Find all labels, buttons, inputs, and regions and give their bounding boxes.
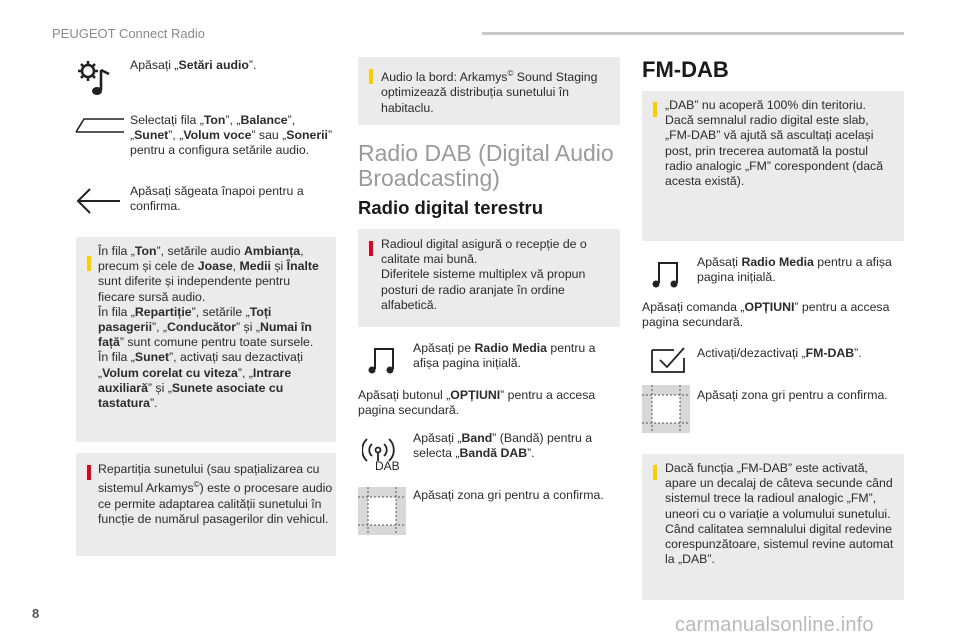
back-arrow-icon: [74, 186, 122, 216]
col2-step2: Apăsați „Band” (Bandă) pentru a selecta „Bandă DAB”.: [413, 431, 593, 461]
col1-step2: Selectați fila „Ton”, „Balance”, „Sunet”, „Volum voce” sau „Sonerii” pentru a configura setările audio.: [130, 113, 333, 158]
warning-marker: [87, 465, 91, 480]
page-number: 8: [32, 606, 40, 621]
col2-para1: Apăsați butonul „OPȚIUNI” pentru a accesa pagina secundară.: [358, 388, 596, 418]
music-note-icon: [366, 343, 400, 377]
subheading-digital-radio: Radio digital terestru: [358, 197, 544, 218]
section-heading-fm-dab: FM-DAB: [642, 57, 729, 82]
warning-marker: [369, 241, 373, 256]
info-marker: [653, 102, 657, 117]
col3-info1-text: „DAB” nu acoperă 100% din teritoriu. Dacă semnalul radio digital este slab, „FM-DAB” vă ajută să ascultați același post, prin trecerea automată la postul radio analogic „FM” corespondent (dacă acesta există).: [665, 98, 884, 189]
col2-step3: Apăsați zona gri pentru a confirma.: [413, 488, 604, 502]
music-note-icon: [650, 257, 684, 291]
info-marker: [87, 256, 91, 271]
col3-info2-text: Dacă funcția „FM-DAB” este activată, apare un decalaj de câteva secunde când sistemul trece la radioul analogic „FM”, uneori cu o variație a volumului sunetului. Când calitatea semnalului digital redevine corespunzătoare, sistemul revine automat la „DAB”.: [665, 461, 894, 567]
watermark: carmanualsonline.info: [675, 614, 874, 636]
col1-step1: Apăsați „Setări audio”.: [130, 58, 257, 72]
col3-step1: Apăsați Radio Media pentru a afișa pagina inițială.: [697, 255, 892, 285]
header-title: PEUGEOT Connect Radio: [52, 26, 205, 41]
col3-step3: Apăsați zona gri pentru a confirma.: [697, 388, 888, 402]
col1-info-text: În fila „Ton”, setările audio Ambianța, precum și cele de Joase, Medii și Înalte sunt diferite și independente pentru fiecare sursă audio. În fila „Repartiție”, setările „Toți pasagerii”, „Conducător” și „Numai în față” sunt comune pentru toate sursele. În fila „Sunet”, activați sau dezactivați „Volum corelat cu viteza”, „Intrare auxiliară” și „Sunete asociate cu tastatura”.: [98, 244, 319, 411]
section-heading-dab: Radio DAB (Digital Audio Broadcasting): [358, 140, 614, 191]
gray-zone-icon: [642, 385, 690, 433]
tab-icon: [74, 116, 126, 134]
gray-zone-icon: [358, 487, 406, 535]
info-marker: [653, 465, 657, 480]
col3-para1: Apăsați comanda „OPȚIUNI” pentru a accesa pagina secundară.: [642, 300, 890, 330]
col2-step1: Apăsați pe Radio Media pentru a afișa pagina inițială.: [413, 341, 596, 371]
header-rule: [482, 32, 904, 35]
col2-warning-text: Radioul digital asigură o recepție de o calitate mai bună. Diferitele sisteme multiplex vă propun posturi de radio aranjate în ordine alfabetică.: [381, 237, 587, 312]
settings-music-icon: [74, 58, 114, 98]
dab-icon-label: DAB: [375, 459, 400, 472]
col3-step2: Activați/dezactivați „FM-DAB”.: [697, 346, 862, 360]
col1-warning-text: Repartiția sunetului (sau spațializarea cu sistemul Arkamys©) este o procesare audio ce permite adaptarea calității sunetului în funcție de numărul pasagerilor din vehicul.: [98, 462, 333, 526]
dab-radio-icon: [362, 432, 408, 472]
col2-info-text: Audio la bord: Arkamys© Sound Staging optimizează distribuția sunetului în habitaclu.: [381, 69, 598, 115]
col1-step3: Apăsați săgeata înapoi pentru a confirma.: [130, 184, 304, 214]
info-marker: [369, 69, 373, 84]
checkbox-icon: [650, 344, 688, 374]
